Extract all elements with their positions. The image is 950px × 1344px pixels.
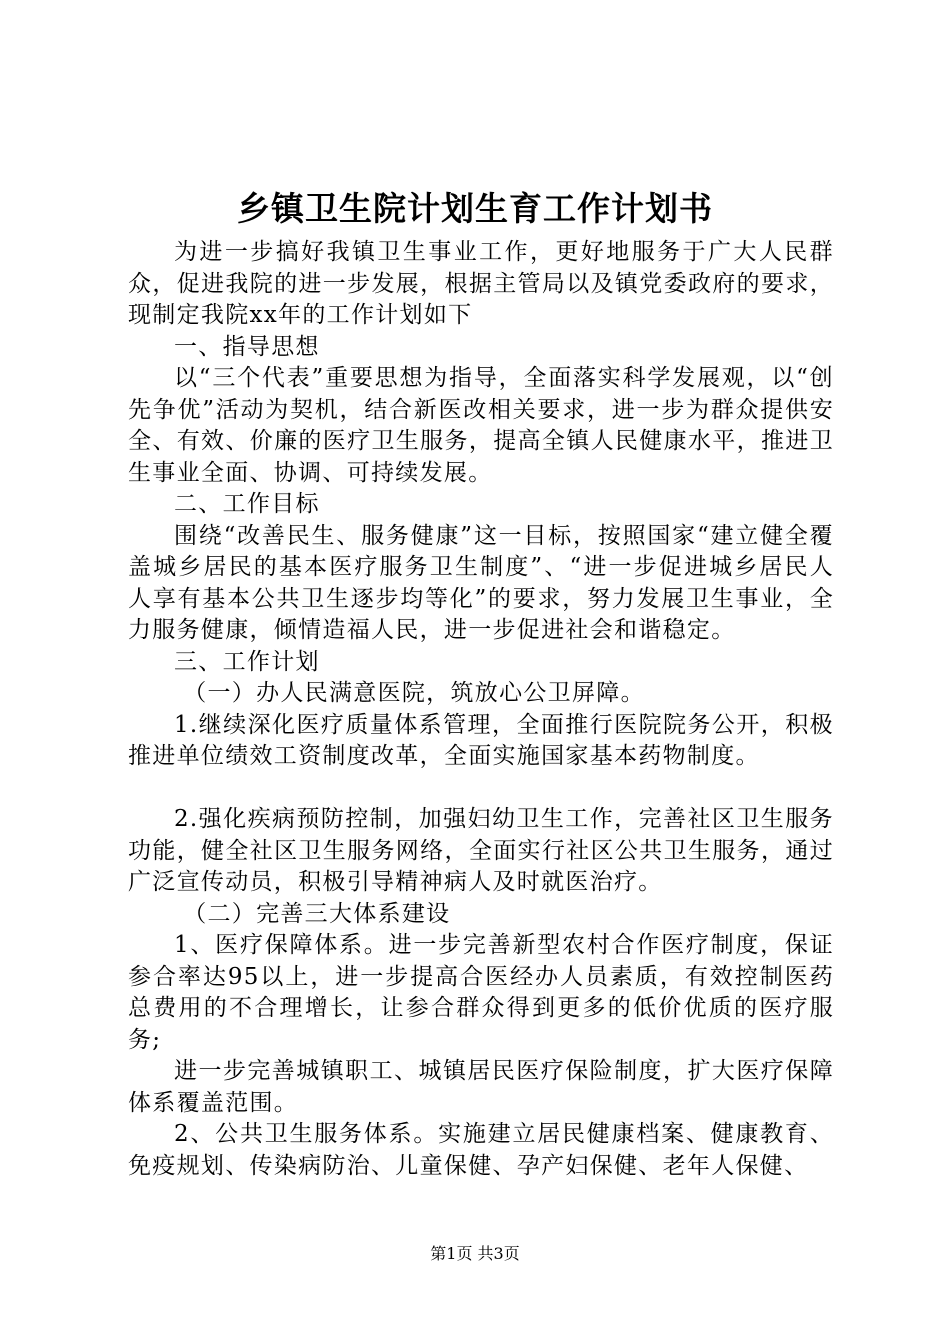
document-body bbox=[128, 237, 834, 1182]
subsection-heading-1: （一）办人民满意医院，筑放心公卫屏障。 bbox=[183, 680, 645, 706]
plan-item-2: 2.强化疾病预防控制，加强妇幼卫生工作，完善社区卫生服务功能，健全社区卫生服务网络，全面实行社区公共卫生服务，通过广泛宣传动员，积极引导精神病人及时就医治疗。 bbox=[128, 806, 834, 895]
document-title: 乡镇卫生院计划生育工作计划书 bbox=[237, 189, 713, 228]
section-heading-guiding-ideology: 一、指导思想 bbox=[174, 333, 320, 360]
public-health-paragraph: 2、公共卫生服务体系。实施建立居民健康档案、健康教育、免疫规划、传染病防治、儿童保健、孕产妇保健、老年人保健、 bbox=[128, 1121, 834, 1179]
medical-insurance-paragraph: 进一步完善城镇职工、城镇居民医疗保险制度，扩大医疗保障体系覆盖范围。 bbox=[128, 1058, 834, 1116]
section-heading-work-plan: 三、工作计划 bbox=[174, 648, 320, 675]
page-footer: 第1页 共3页 bbox=[430, 1244, 520, 1263]
medical-security-paragraph: 1、医疗保障体系。进一步完善新型农村合作医疗制度，保证参合率达95以上，进一步提高合医经办人员素质，有效控制医药总费用的不合理增长，让参合群众得到更多的低价优质的医疗服务; bbox=[128, 932, 834, 1053]
guiding-ideology-paragraph: 以“三个代表”重要思想为指导，全面落实科学发展观，以“创先争优”活动为契机，结合新医改相关要求，进一步为群众提供安全、有效、价廉的医疗卫生服务，提高全镇人民健康水平，推进卫生事业全面、协调、可持续发展。 bbox=[128, 365, 834, 486]
section-heading-work-goals: 二、工作目标 bbox=[174, 491, 320, 517]
intro-paragraph: 为进一步搞好我镇卫生事业工作，更好地服务于广大人民群众，促进我院的进一步发展，根据主管局以及镇党委政府的要求，现制定我院xx年的工作计划如下 bbox=[128, 239, 834, 328]
plan-item-1: 1.继续深化医疗质量体系管理，全面推行医院院务公开，积极推进单位绩效工资制度改革，全面实施国家基本药物制度。 bbox=[128, 711, 834, 769]
work-goals-paragraph: 围绕“改善民生、服务健康”这一目标，按照国家“建立健全覆盖城乡居民的基本医疗服务卫生制度”、“进一步促进城乡居民人人享有基本公共卫生逐步均等化”的要求，努力发展卫生事业，全力服务健康，倾情造福人民，进一步促进社会和谐稳定。 bbox=[128, 522, 834, 643]
paragraph-gap bbox=[128, 773, 834, 805]
subsection-heading-2: （二）完善三大体系建设 bbox=[183, 900, 451, 927]
